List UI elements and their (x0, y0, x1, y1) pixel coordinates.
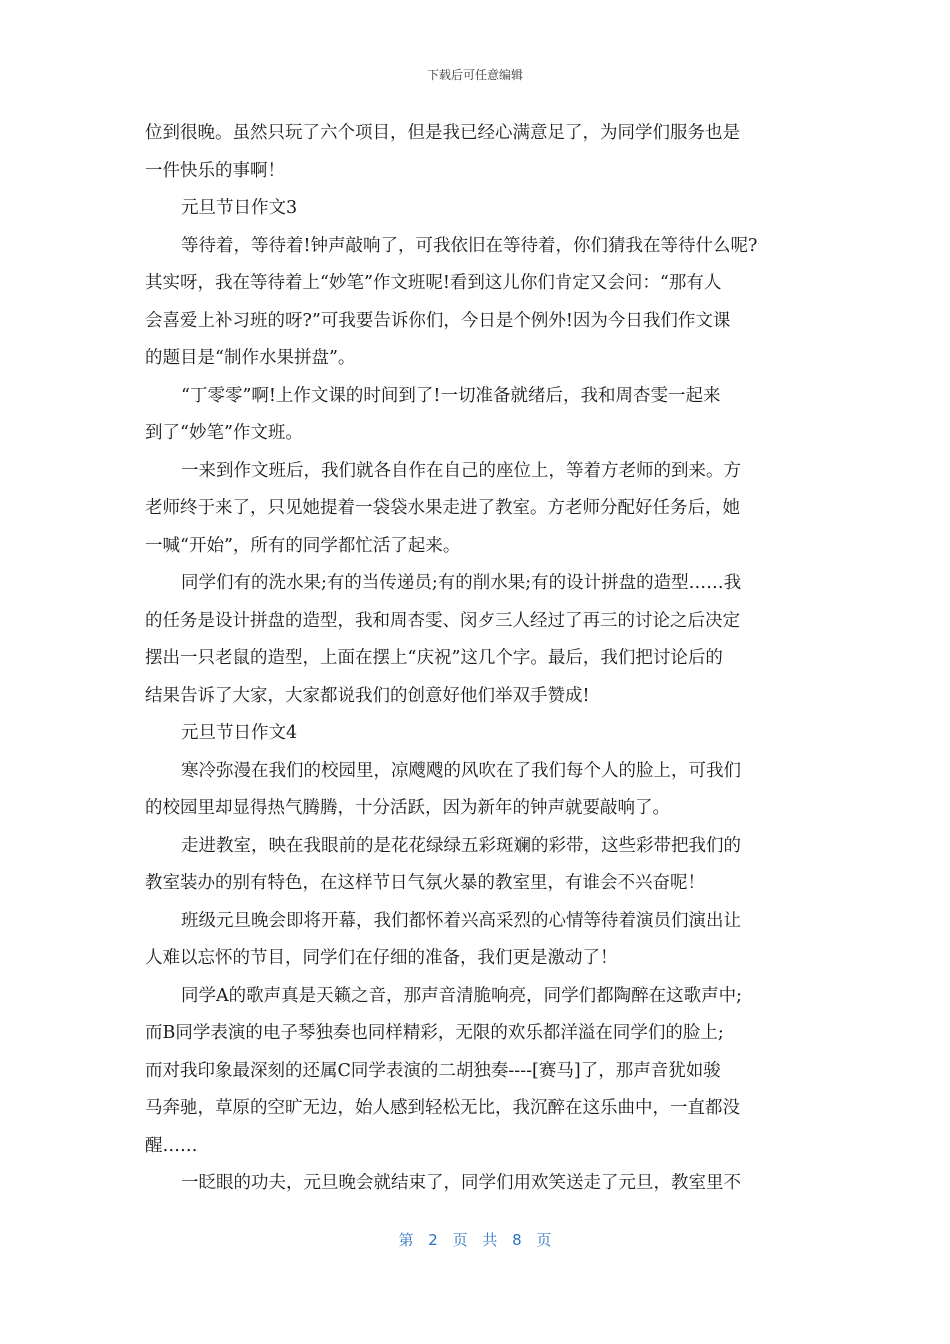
text-line: 元旦节日作文4 (181, 723, 298, 743)
text-line: 到了“妙笔”作文班。 (145, 423, 303, 443)
text-line: 马奔驰，草原的空旷无边，始人感到轻松无比，我沉醉在这乐曲中，一直都没 (145, 1098, 740, 1118)
text-line: 一喊“开始”，所有的同学都忙活了起来。 (145, 535, 461, 556)
text-line: 其实呀，我在等待着上“妙笔”作文班呢!看到这儿你们肯定又会问：“那有人 (145, 273, 722, 293)
text-line: 教室装办的别有特色，在这样节日气氛火暴的教室里，有谁会不兴奋呢！ (145, 873, 705, 893)
text-line: “丁零零”啊!上作文课的时间到了!一切准备就绪后，我和周杏雯一起来 (181, 385, 721, 406)
text-line: 而B同学表演的电子琴独奏也同样精彩，无限的欢乐都洋溢在同学们的脸上; (145, 1023, 724, 1043)
text-line: 一件快乐的事啊！ (145, 160, 285, 181)
text-line: 结果告诉了大家，大家都说我们的创意好他们举双手赞成! (145, 685, 590, 706)
text-line: 醒…… (145, 1135, 198, 1156)
page-number: 第 2 页 共 8 页 (398, 1231, 552, 1249)
document-body (145, 115, 805, 1203)
text-line: 同学A的歌声真是天籁之音，那声音清脆响亮，同学们都陶醉在这歌声中; (181, 985, 743, 1006)
text-line: 班级元旦晚会即将开幕，我们都怀着兴高采烈的心情等待着演员们演出让 (181, 910, 741, 931)
text-line: 同学们有的洗水果;有的当传递员;有的削水果;有的设计拼盘的造型……我 (181, 573, 742, 593)
text-line: 走进教室，映在我眼前的是花花绿绿五彩斑斓的彩带，这些彩带把我们的 (181, 835, 741, 856)
text-line: 等待着，等待着!钟声敲响了，可我依旧在等待着，你们猜我在等待什么呢? (181, 235, 758, 256)
text-line: 的题目是“制作水果拼盘”。 (145, 348, 356, 368)
text-line: 元旦节日作文3 (181, 198, 298, 218)
text-line: 的校园里却显得热气腾腾，十分活跃，因为新年的钟声就要敲响了。 (145, 798, 670, 818)
text-line: 寒冷弥漫在我们的校园里，凉飕飕的风吹在了我们每个人的脸上，可我们 (181, 760, 741, 781)
text-line: 人难以忘怀的节目，同学们在仔细的准备，我们更是激动了！ (145, 948, 618, 968)
page-header: 下载后可任意编辑 (426, 68, 523, 82)
text-line: 会喜爱上补习班的呀?”可我要告诉你们，今日是个例外!因为今日我们作文课 (145, 310, 731, 331)
text-line: 老师终于来了，只见她提着一袋袋水果走进了教室。方老师分配好任务后，她 (145, 498, 740, 518)
text-line: 而对我印象最深刻的还属C同学表演的二胡独奏----[赛马]了，那声音犹如骏 (145, 1060, 721, 1081)
text-line: 位到很晚。虽然只玩了六个项目，但是我已经心满意足了，为同学们服务也是 (145, 123, 740, 143)
text-line: 的任务是设计拼盘的造型，我和周杏雯、闵歺三人经过了再三的讨论之后决定 (145, 610, 740, 631)
text-line: 一来到作文班后，我们就各自作在自己的座位上，等着方老师的到来。方 (181, 460, 741, 481)
text-line: 一眨眼的功夫，元旦晚会就结束了，同学们用欢笑送走了元旦，教室里不 (181, 1173, 741, 1193)
text-line: 摆出一只老鼠的造型，上面在摆上“庆祝”这几个字。最后，我们把讨论后的 (145, 648, 723, 668)
